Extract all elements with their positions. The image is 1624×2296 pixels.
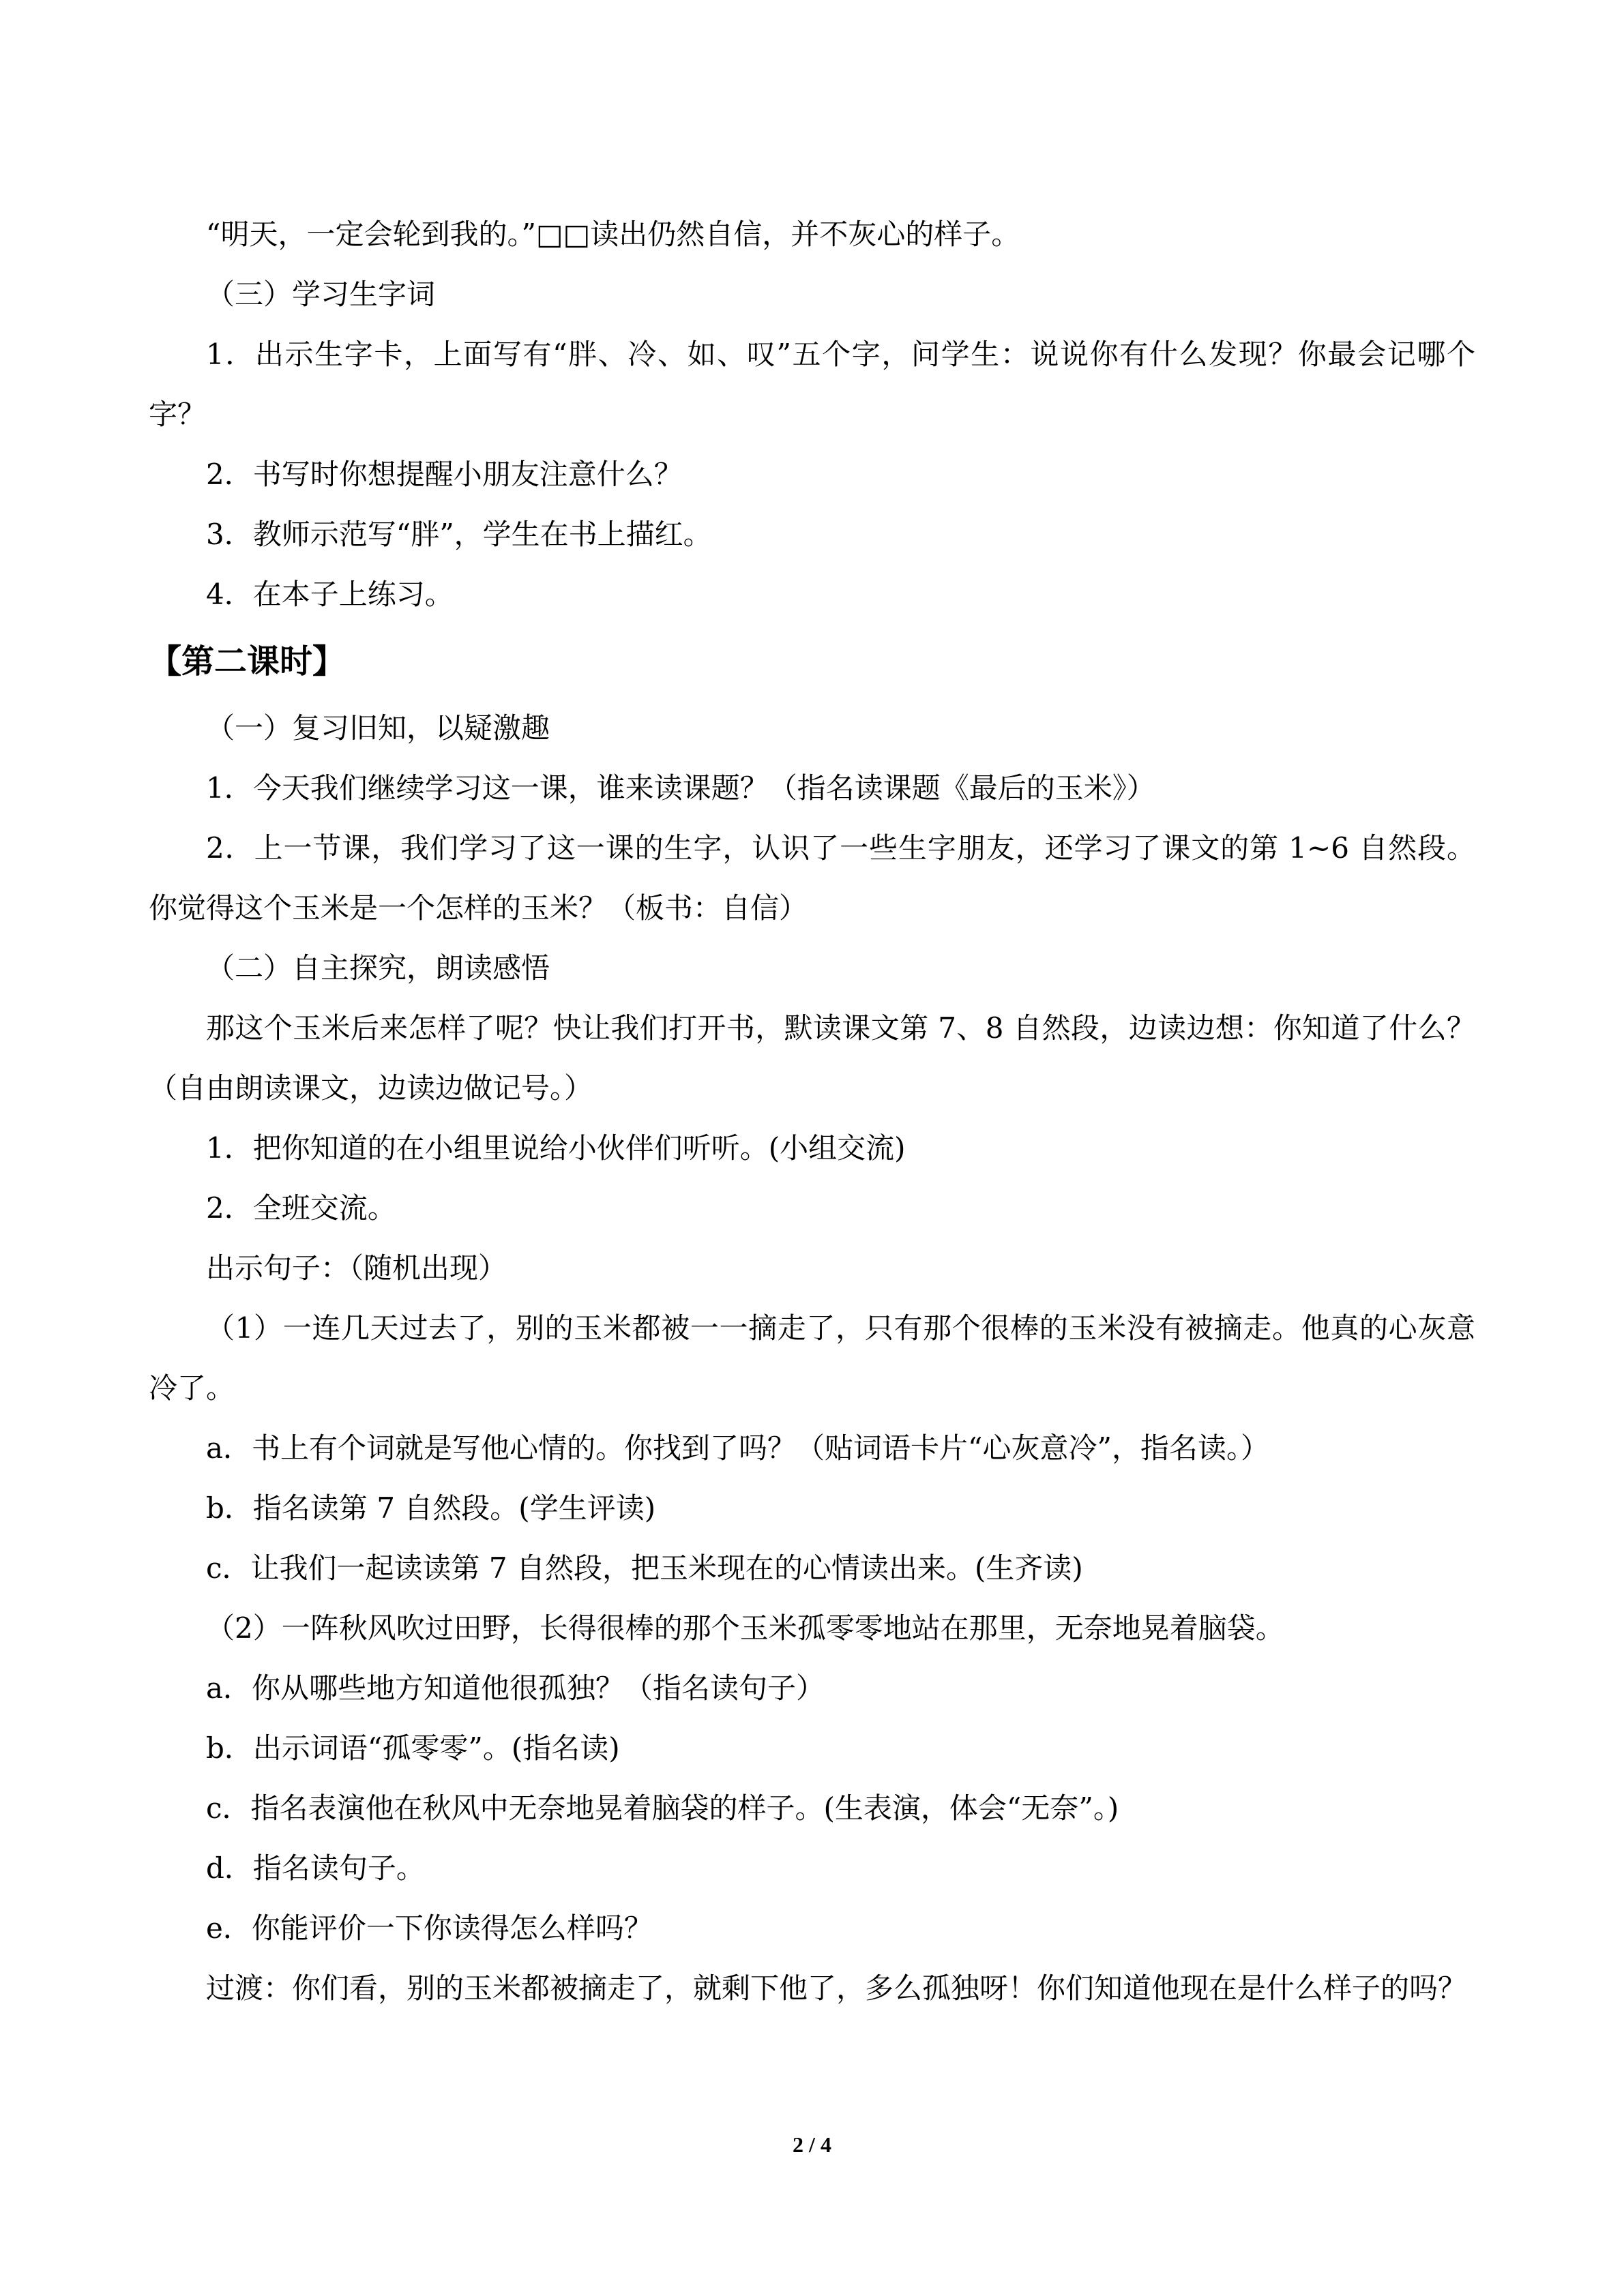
paragraph: 1．把你知道的在小组里说给小伙伴们听听。(小组交流) xyxy=(206,1131,906,1165)
page-number: 2 / 4 xyxy=(793,2132,831,2157)
paragraph: c．让我们一起读读第 7 自然段，把玉米现在的心情读出来。(生齐读) xyxy=(206,1551,1083,1585)
paragraph: 1．出示生字卡，上面写有“胖、冷、如、叹”五个字，问学生：说说你有什么发现？你最会记哪个字？ xyxy=(149,338,1475,431)
document-body xyxy=(149,205,1475,2018)
paragraph: 2．书写时你想提醒小朋友注意什么？ xyxy=(206,458,683,491)
paragraph: （2）一阵秋风吹过田野，长得很棒的那个玉米孤零零地站在那里，无奈地晃着脑袋。 xyxy=(206,1611,1284,1645)
paragraph: a．书上有个词就是写他心情的。你找到了吗？（贴词语卡片“心灰意冷”，指名读。） xyxy=(206,1431,1269,1465)
paragraph: d．指名读句子。 xyxy=(206,1851,425,1885)
paragraph: e．你能评价一下你读得怎么样吗？ xyxy=(206,1911,653,1945)
paragraph: 4．在本子上练习。 xyxy=(206,578,454,611)
paragraph: （一）复习旧知，以疑激趣 xyxy=(206,711,550,745)
paragraph: （三）学习生字词 xyxy=(206,278,436,311)
paragraph: 过渡：你们看，别的玉米都被摘走了，就剩下他了，多么孤独呀！你们知道他现在是什么样子的吗？ xyxy=(206,1971,1467,2005)
paragraph: 出示句子：（随机出现） xyxy=(206,1251,507,1285)
paragraph: 那这个玉米后来怎样了呢？快让我们打开书，默读课文第 7、8 自然段，边读边想：你知道了什么？（自由朗读课文，边读边做记号。） xyxy=(149,1011,1475,1105)
paragraph: 2．上一节课，我们学习了这一课的生字，认识了一些生字朋友，还学习了课文的第 1~6 自然段。你觉得这个玉米是一个怎样的玉米？（板书：自信） xyxy=(149,831,1475,925)
paragraph: （1）一连几天过去了，别的玉米都被一一摘走了，只有那个很棒的玉米没有被摘走。他真的心灰意冷了。 xyxy=(149,1311,1475,1405)
paragraph: a．你从哪些地方知道他很孤独？（指名读句子） xyxy=(206,1671,825,1705)
paragraph: b．指名读第 7 自然段。(学生评读) xyxy=(206,1491,656,1525)
paragraph: c．指名表演他在秋风中无奈地晃着脑袋的样子。(生表演，体会“无奈”。) xyxy=(206,1791,1119,1825)
paragraph: 3．教师示范写“胖”，学生在书上描红。 xyxy=(206,518,712,551)
paragraph: “明天，一定会轮到我的。”□□读出仍然自信，并不灰心的样子。 xyxy=(206,218,1020,251)
section-heading: 【第二课时】 xyxy=(149,642,346,681)
paragraph: b．出示词语“孤零零”。(指名读) xyxy=(206,1731,620,1765)
paragraph: （二）自主探究，朗读感悟 xyxy=(206,951,550,985)
paragraph: 2．全班交流。 xyxy=(206,1191,396,1225)
paragraph: 1．今天我们继续学习这一课，谁来读课题？（指名读课题《最后的玉米》） xyxy=(206,771,1155,805)
